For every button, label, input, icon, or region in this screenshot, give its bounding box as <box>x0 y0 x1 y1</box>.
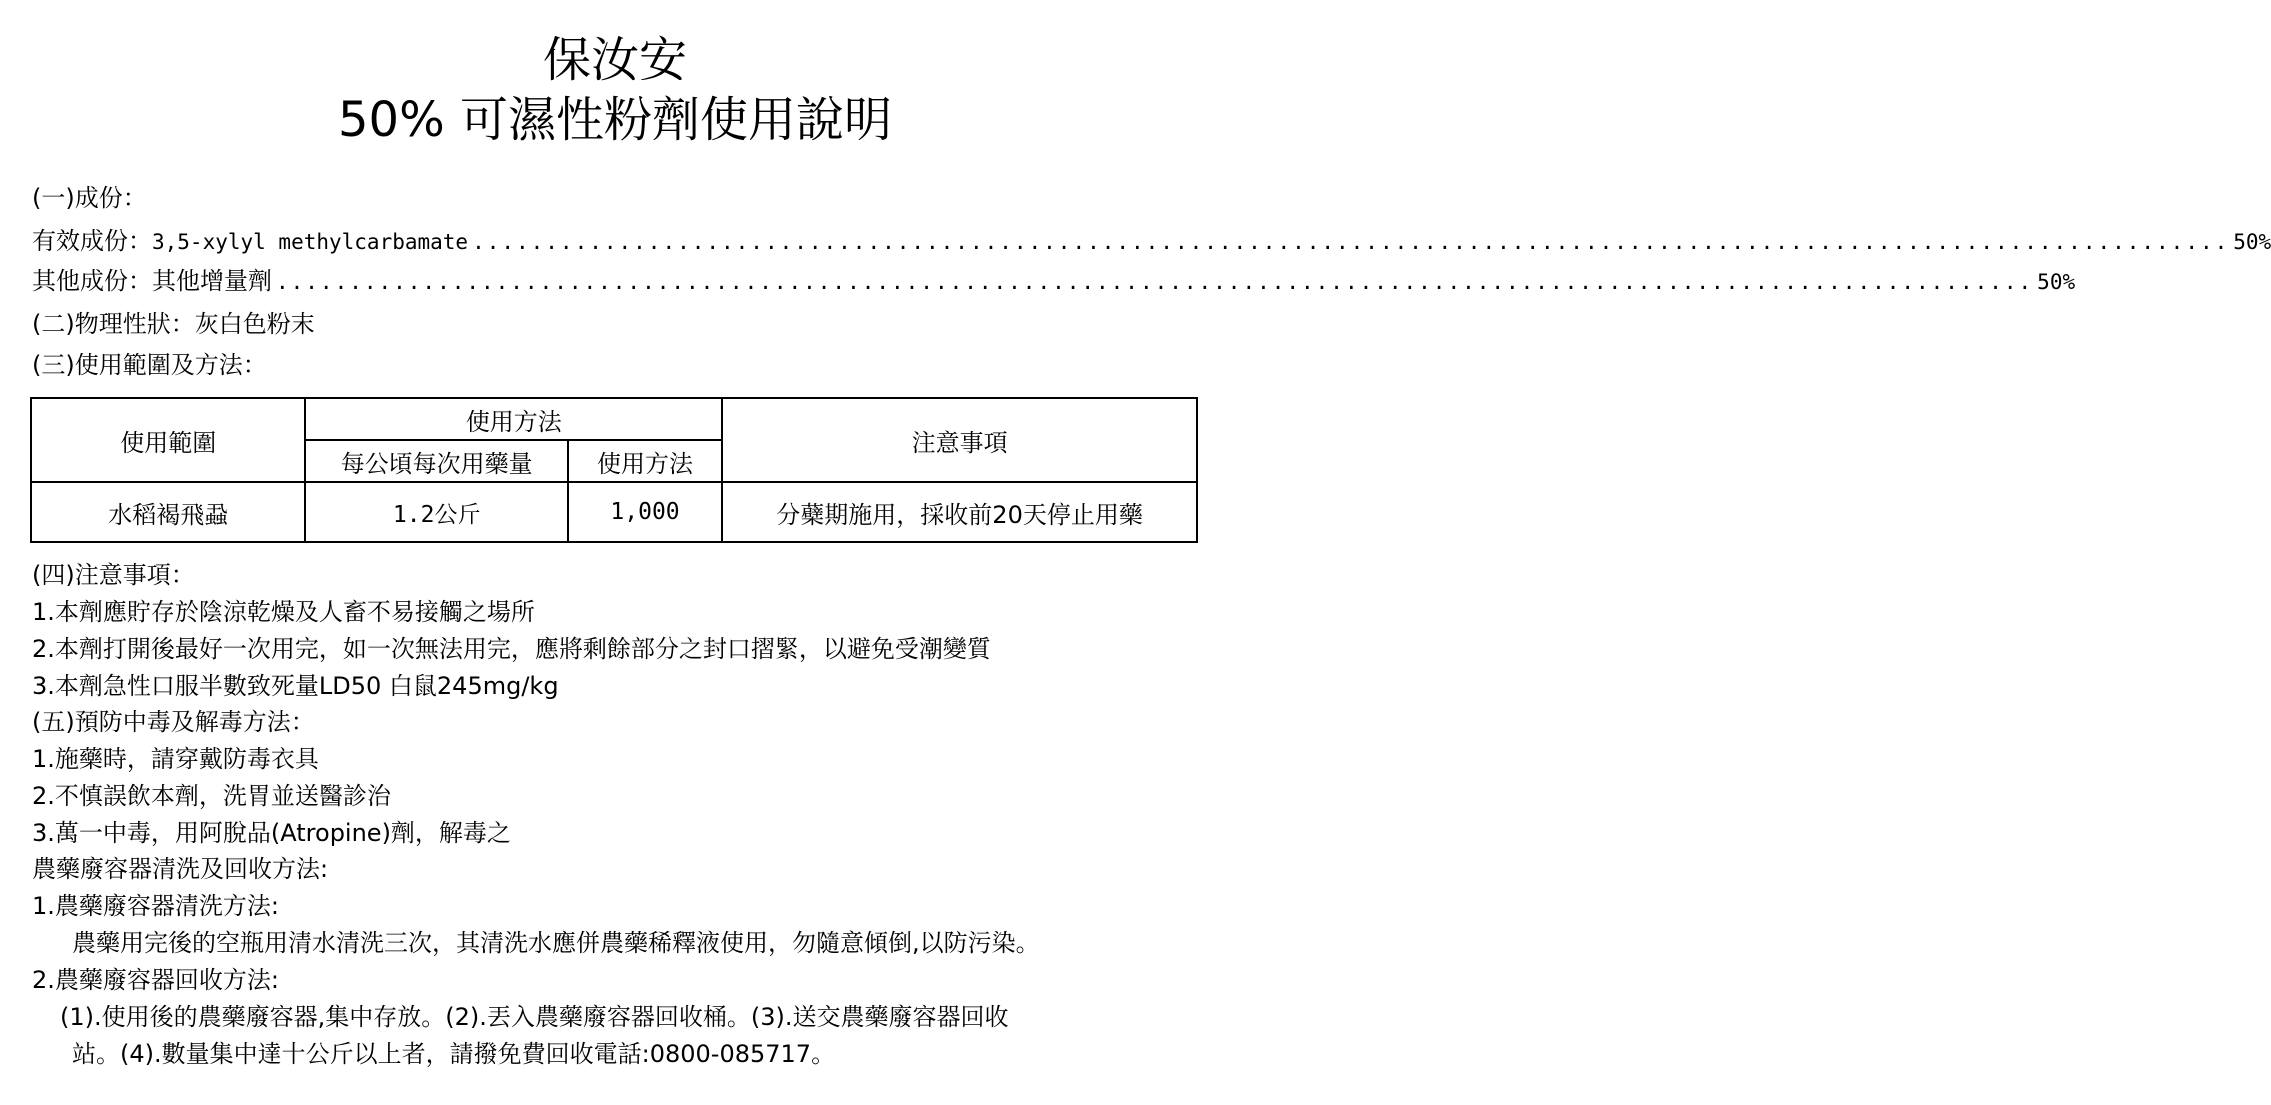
other-ingredient-percent: 50% <box>2037 270 2076 294</box>
other-ingredient-label: 其他成份： <box>32 267 152 295</box>
header-method: 使用方法 <box>568 440 722 482</box>
active-ingredient-label: 有效成份： <box>32 227 152 255</box>
dot-leader: ........................................................................................................................ <box>276 270 2034 294</box>
document-subtitle: 50% 可濕性粉劑使用說明 <box>338 92 892 148</box>
list-item: 1.施藥時，請穿戴防毒衣具 <box>32 745 319 773</box>
other-ingredient-name: 其他增量劑 <box>152 267 272 295</box>
recycle-text-line2: 站。(4).數量集中達十公斤以上者，請撥免費回收電話:0800-085717。 <box>72 1040 836 1068</box>
header-method-group: 使用方法 <box>305 398 722 440</box>
composition-heading: (一)成份： <box>32 184 147 212</box>
list-item: 3.萬一中毒，用阿脫品(Atropine)劑，解毒之 <box>32 819 511 847</box>
cell-dose: 1.2公斤 <box>305 482 567 542</box>
table-header-row <box>31 398 1197 440</box>
active-ingredient-name: 3,5-xylyl methylcarbamate <box>152 230 469 254</box>
physical-state: (二)物理性狀：灰白色粉末 <box>32 310 315 338</box>
container-heading: 農藥廢容器清洗及回收方法: <box>32 855 329 883</box>
header-scope: 使用範圍 <box>31 398 305 482</box>
header-notes: 注意事項 <box>722 398 1197 482</box>
list-item: 2.不慎誤飲本劑，洗胃並送醫診治 <box>32 782 391 810</box>
recycle-text-line1: (1).使用後的農藥廢容器,集中存放。(2).丟入農藥廢容器回收桶。(3).送交農藥廢容器回收 <box>60 1003 1009 1031</box>
usage-heading: (三)使用範圍及方法： <box>32 351 267 379</box>
active-ingredient-percent: 50% <box>2233 230 2271 254</box>
list-item: 3.本劑急性口服半數致死量LD50 白鼠245mg/kg <box>32 672 559 700</box>
dot-leader: ........................................................................................................................ <box>472 230 2230 254</box>
recycle-heading: 2.農藥廢容器回收方法: <box>32 966 279 994</box>
table-row <box>31 482 1197 542</box>
list-item: 2.本劑打開後最好一次用完，如一次無法用完，應將剩餘部分之封口摺緊，以避免受潮變質 <box>32 635 991 663</box>
other-ingredient-line <box>32 266 2076 297</box>
usage-table <box>30 397 1198 543</box>
precautions-heading: (四)注意事項： <box>32 561 195 589</box>
wash-heading: 1.農藥廢容器清洗方法: <box>32 892 279 920</box>
wash-text: 農藥用完後的空瓶用清水清洗三次，其清洗水應併農藥稀釋液使用，勿隨意傾倒,以防污染。 <box>72 929 1040 957</box>
list-item: 1.本劑應貯存於陰涼乾燥及人畜不易接觸之場所 <box>32 598 535 626</box>
header-dose: 每公頃每次用藥量 <box>305 440 567 482</box>
product-title: 保汝安 <box>542 32 687 88</box>
cell-method: 1,000 <box>568 482 722 542</box>
cell-scope: 水稻褐飛蝨 <box>31 482 305 542</box>
active-ingredient-line <box>32 226 2271 257</box>
cell-notes: 分蘗期施用，採收前20天停止用藥 <box>722 482 1197 542</box>
antidote-heading: (五)預防中毒及解毒方法： <box>32 708 315 736</box>
